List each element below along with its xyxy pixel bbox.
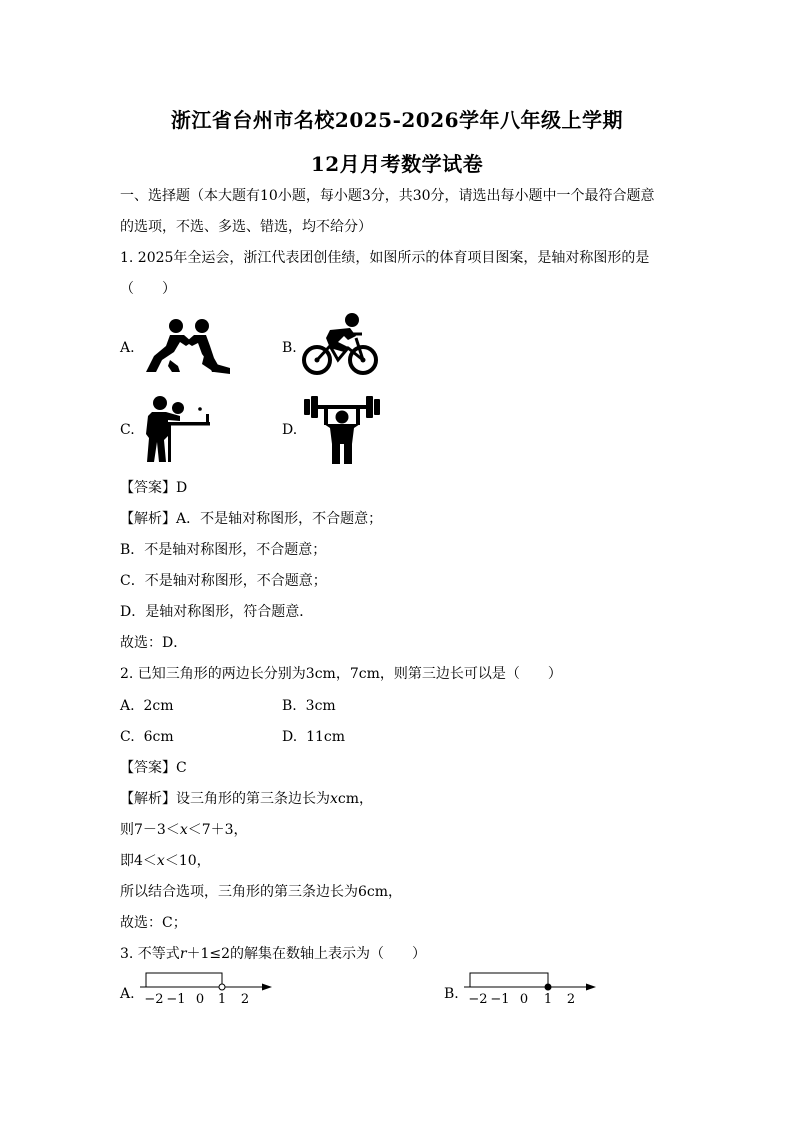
q1-stem-line2: （ ） xyxy=(120,281,176,297)
q2-analysis-line1-text: 【解析】设三角形的第三条边长为 xyxy=(120,791,330,807)
wrestling-icon xyxy=(140,316,235,376)
q1-answer: 【答案】D xyxy=(120,480,188,496)
q2-option-d-text: 11cm xyxy=(306,729,346,745)
q1-analysis-c: C．不是轴对称图形，不合题意； xyxy=(120,573,327,589)
q1-option-d-label: D. xyxy=(282,422,298,438)
q2-option-d xyxy=(282,727,345,747)
q2-stem: 2. 已知三角形的两边长分别为3cm，7cm，则第三边长可以是（ ） xyxy=(120,666,562,682)
q2-option-a-label: A. xyxy=(120,698,135,714)
q3-stem-tail: ＋1≤2的解集在数轴上表示为（ ） xyxy=(186,946,427,962)
q1-analysis-b: B．不是轴对称图形，不合题意； xyxy=(120,542,327,558)
q1-option-a-label: A. xyxy=(120,340,135,356)
q2-analysis-line2-text: 则7－3＜ xyxy=(120,822,180,838)
q3-b-tick-label: −2 xyxy=(468,992,488,1006)
exam-title-line1: 浙江省台州市名校2025-2026学年八年级上学期 xyxy=(170,108,624,132)
q2-analysis-line2 xyxy=(120,820,248,840)
q2-option-c xyxy=(120,727,174,747)
q2-analysis-line3 xyxy=(120,851,211,871)
q2-option-d-label: D. xyxy=(282,729,298,745)
exam-title-line2: 12月月考数学试卷 xyxy=(310,152,484,176)
q3-b-tick-label: 0 xyxy=(519,992,529,1006)
q2-analysis-line1-var: x xyxy=(330,791,338,807)
q3-stem-text: 3. 不等式 xyxy=(120,946,180,962)
q1-analysis-a: 【解析】A．不是轴对称图形，不合题意； xyxy=(120,511,383,527)
q3-option-b-label: B. xyxy=(444,986,459,1002)
section-heading-line1: 一、选择题（本大题有10小题，每小题3分，共30分，请选出每小题中一个最符合题意 xyxy=(120,188,655,204)
q2-analysis-line1 xyxy=(120,789,373,809)
q2-analysis-line3-var: x xyxy=(156,853,165,869)
q1-option-c-label: C. xyxy=(120,422,135,438)
q2-option-b-text: 3cm xyxy=(305,698,336,714)
q1-option-b-label: B. xyxy=(282,340,297,356)
q3-stem xyxy=(120,944,426,964)
q3-stem-var: r xyxy=(179,946,187,962)
q2-conclusion: 故选：C； xyxy=(120,915,187,931)
q3-b-tick-label: 2 xyxy=(566,992,576,1006)
q2-option-c-text: 6cm xyxy=(143,729,174,745)
q3-option-b-number-line xyxy=(462,968,597,1006)
q1-analysis-d: D．是轴对称图形，符合题意． xyxy=(120,604,314,620)
q1-conclusion: 故选：D． xyxy=(120,635,188,651)
q3-option-a-label: A. xyxy=(120,986,135,1002)
q2-analysis-line4: 所以结合选项，三角形的第三条边长为6cm， xyxy=(120,884,403,900)
q1-stem-line1: 1. 2025年全运会，浙江代表团创佳绩，如图所示的体育项目图案，是轴对称图形的是 xyxy=(120,250,650,266)
q2-option-b-label: B. xyxy=(282,698,297,714)
q3-a-tick-label: 2 xyxy=(240,992,250,1006)
q3-a-tick-label: 1 xyxy=(217,992,227,1006)
q2-analysis-line3-text: 即4＜ xyxy=(120,853,157,869)
q3-b-tick-label: 1 xyxy=(543,992,553,1006)
q2-option-a xyxy=(120,696,174,716)
q3-option-a-number-line xyxy=(138,968,273,1006)
section-heading-line2: 的选项，不选、多选、错选，均不给分） xyxy=(120,219,372,235)
q3-a-tick-label: −1 xyxy=(166,992,186,1006)
q3-a-tick-label: −2 xyxy=(144,992,164,1006)
q2-option-a-text: 2cm xyxy=(143,698,174,714)
q2-answer: 【答案】C xyxy=(120,760,187,776)
q2-analysis-line3-tail: ＜10， xyxy=(164,853,211,869)
q3-a-tick-label: 0 xyxy=(195,992,205,1006)
table-tennis-icon xyxy=(140,394,212,464)
q2-analysis-line1-unit: cm， xyxy=(337,791,374,807)
q2-option-b xyxy=(282,696,336,716)
q2-analysis-line2-tail: ＜7＋3， xyxy=(187,822,248,838)
weightlifting-icon xyxy=(302,394,382,466)
cycling-icon xyxy=(300,312,382,378)
q2-option-c-label: C. xyxy=(120,729,135,745)
q2-analysis-line2-var: x xyxy=(179,822,188,838)
q3-b-tick-label: −1 xyxy=(490,992,510,1006)
